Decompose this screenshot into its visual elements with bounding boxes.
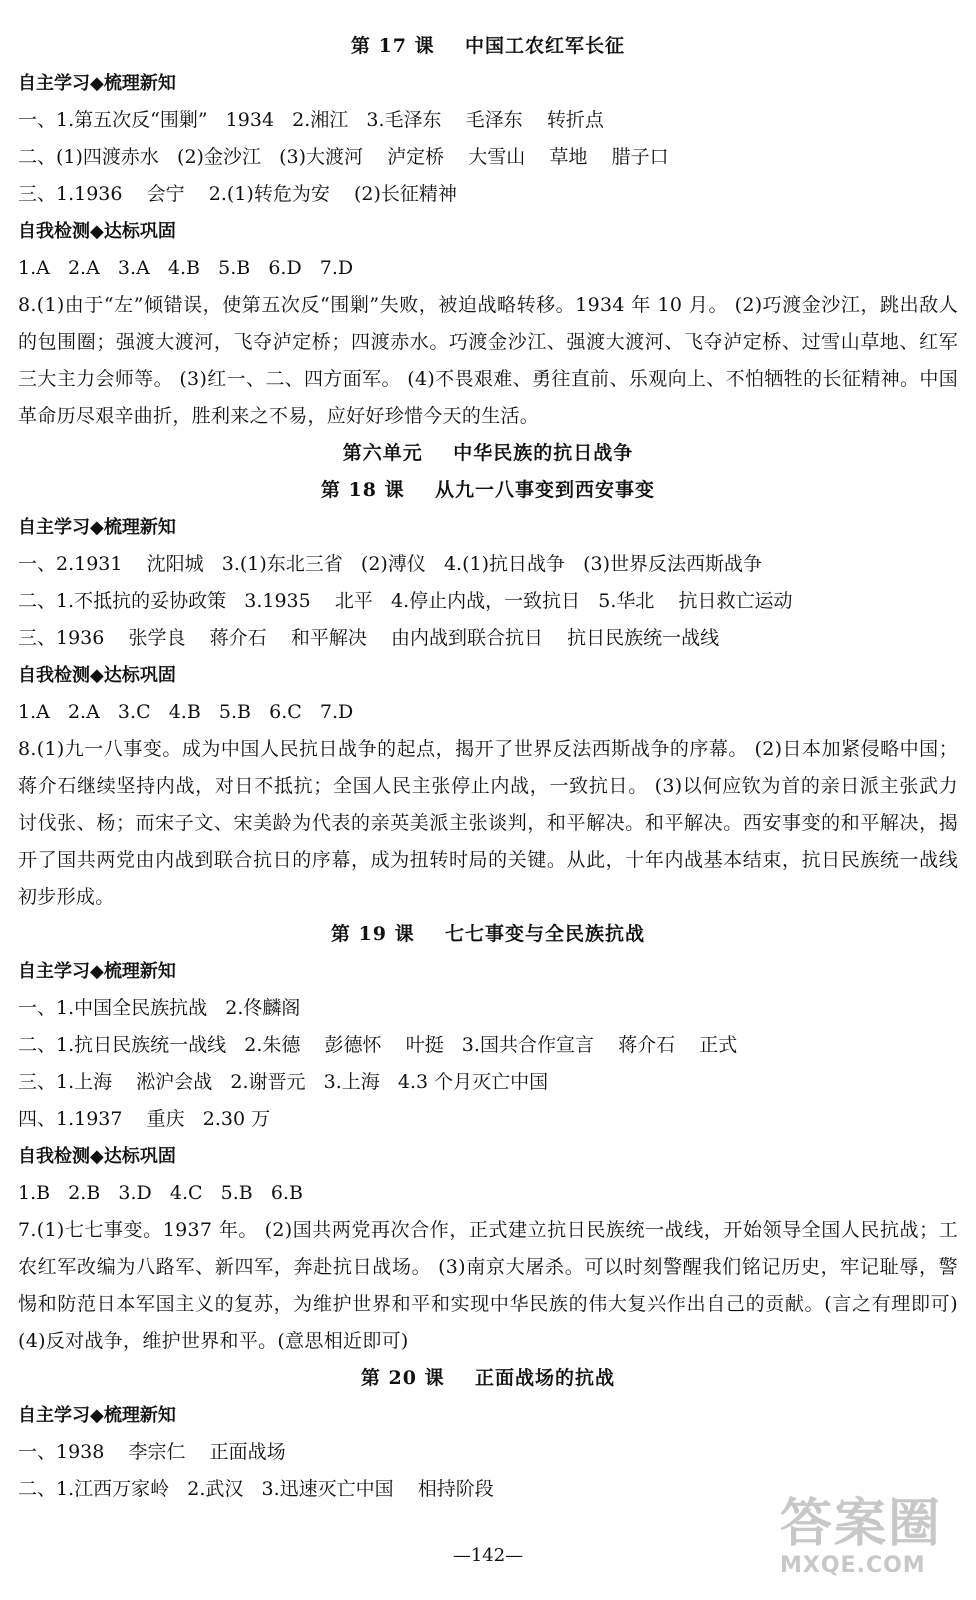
answer-line: 二、(1)四渡赤水 (2)金沙江 (3)大渡河 泸定桥 大雪山 草地 腊子口 <box>18 146 669 168</box>
answer-line: 三、1.上海 淞沪会战 2.谢晋元 3.上海 4.3 个月灭亡中国 <box>18 1071 549 1093</box>
page-number: —142— <box>452 1545 524 1566</box>
watermark-main: 答案圈 <box>780 1494 943 1554</box>
section-title: 第 18 课 从九一八事变到西安事变 <box>320 479 656 501</box>
answer-page <box>18 28 958 1508</box>
answer-paragraph: 8.(1)由于“左”倾错误，使第五次反“围剿”失败，被迫战略转移。1934 年 10 月。 (2)巧渡金沙江，跳出敌人的包围圈；强渡大渡河，飞夺泸定桥；四渡赤水。巧渡金沙江、强渡大渡河、飞夺泸定桥、过雪山草地、红军三大主力会师等。 (3)红一、二、四方面军。 (4)不畏艰难、勇往直前、乐观向上、不怕牺牲的长征精神。中国革命历尽艰辛曲折，胜利来之不易，应好好珍惜今天的生活。 <box>18 294 958 427</box>
answer-line: 一、1.第五次反“围剿” 1934 2.湘江 3.毛泽东 毛泽东 转折点 <box>18 109 604 131</box>
section-heading: 自我检测◆达标巩固 <box>18 665 176 686</box>
answer-line: 三、1.1936 会宁 2.(1)转危为安 (2)长征精神 <box>18 183 457 205</box>
answer-line: 二、1.江西万家岭 2.武汉 3.迅速灭亡中国 相持阶段 <box>18 1478 494 1500</box>
section-heading: 自我检测◆达标巩固 <box>18 1146 176 1167</box>
section-heading: 自主学习◆梳理新知 <box>18 73 176 94</box>
answer-paragraph: 7.(1)七七事变。1937 年。 (2)国共两党再次合作，正式建立抗日民族统一战线，开始领导全国人民抗战；工农红军改编为八路军、新四军，奔赴抗日战场。 (3)南京大屠杀。可以时刻警醒我们铭记历史，牢记耻辱，警惕和防范日本军国主义的复苏，为维护世界和平和实现中华民族的伟大复兴作出自己的贡献。(言之有理即可) (4)反对战争，维护世界和平。(意思相近即可) <box>18 1219 958 1352</box>
section-heading: 自主学习◆梳理新知 <box>18 517 176 538</box>
answer-line: 1.B 2.B 3.D 4.C 5.B 6.B <box>18 1182 303 1204</box>
answer-paragraph: 8.(1)九一八事变。成为中国人民抗日战争的起点，揭开了世界反法西斯战争的序幕。 (2)日本加紧侵略中国；蒋介石继续坚持内战，对日不抵抗；全国人民主张停止内战，一致抗日。 (3)以何应钦为首的亲日派主张武力讨伐张、杨；而宋子文、宋美龄为代表的亲英美派主张谈判，和平解决。和平解决。西安事变的和平解决，揭开了国共两党由内战到联合抗日的序幕，成为扭转时局的关键。从此，十年内战基本结束，抗日民族统一战线初步形成。 <box>18 738 958 908</box>
watermark-sub: MXQE.COM <box>780 1553 926 1578</box>
section-heading: 自主学习◆梳理新知 <box>18 1405 176 1426</box>
section-title: 第 19 课 七七事变与全民族抗战 <box>330 923 646 945</box>
answer-line: 二、1.不抵抗的妥协政策 3.1935 北平 4.停止内战，一致抗日 5.华北 抗日救亡运动 <box>18 590 793 612</box>
section-heading: 自主学习◆梳理新知 <box>18 961 176 982</box>
answer-line: 一、1938 李宗仁 正面战场 <box>18 1441 286 1463</box>
answer-line: 1.A 2.A 3.C 4.B 5.B 6.C 7.D <box>18 701 354 723</box>
answer-line: 1.A 2.A 3.A 4.B 5.B 6.D 7.D <box>18 257 354 279</box>
answer-line: 一、1.中国全民族抗战 2.佟麟阁 <box>18 997 301 1019</box>
section-title: 第 17 课 中国工农红军长征 <box>350 35 626 57</box>
section-heading: 自我检测◆达标巩固 <box>18 221 176 242</box>
answer-line: 二、1.抗日民族统一战线 2.朱德 彭德怀 叶挺 3.国共合作宣言 蒋介石 正式 <box>18 1034 738 1056</box>
answer-line: 一、2.1931 沈阳城 3.(1)东北三省 (2)溥仪 4.(1)抗日战争 (3)世界反法西斯战争 <box>18 553 763 575</box>
section-title: 第六单元 中华民族的抗日战争 <box>342 442 634 464</box>
answer-line: 四、1.1937 重庆 2.30 万 <box>18 1108 271 1130</box>
answer-line: 三、1936 张学良 蒋介石 和平解决 由内战到联合抗日 抗日民族统一战线 <box>18 627 720 649</box>
section-title: 第 20 课 正面战场的抗战 <box>360 1367 616 1389</box>
